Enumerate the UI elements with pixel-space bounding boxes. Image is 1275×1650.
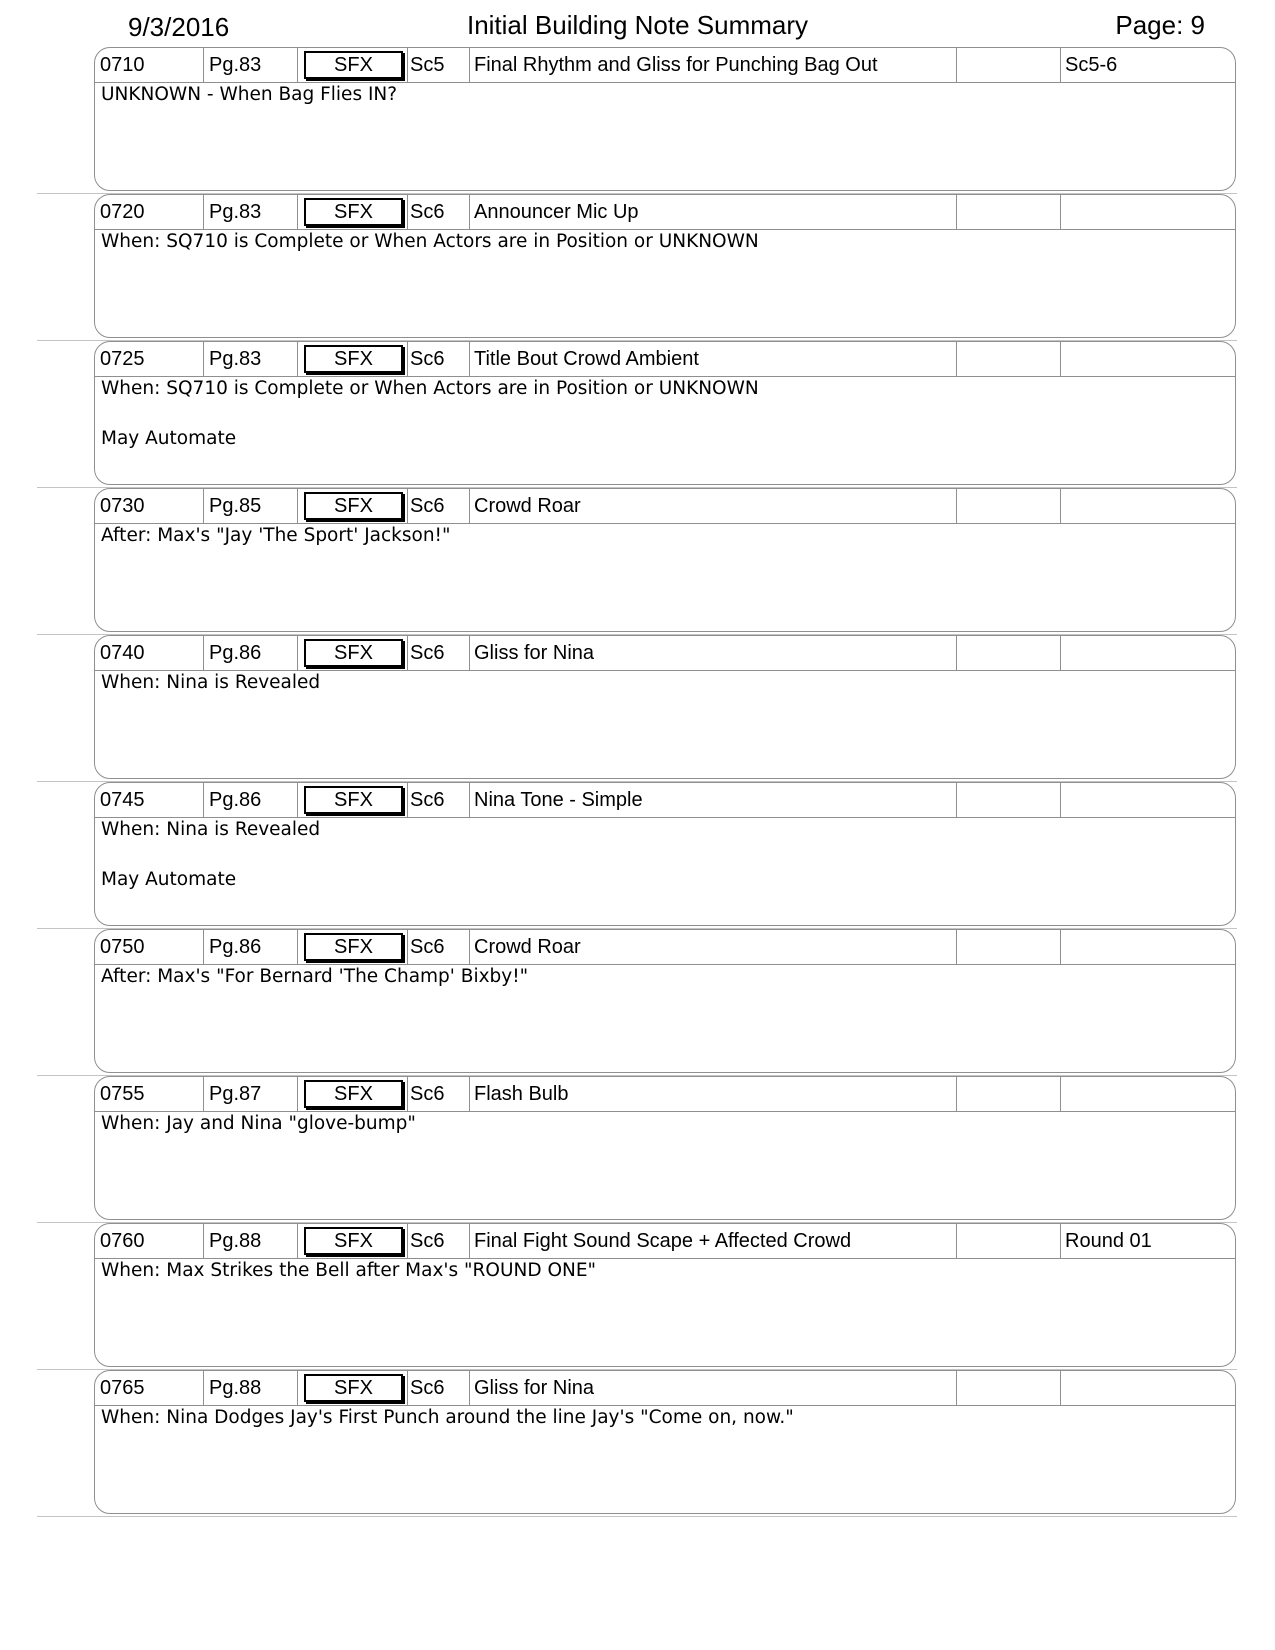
- cue-card: [94, 782, 1236, 926]
- cue-notes: When: SQ710 is Complete or When Actors are in Position or UNKNOWN: [101, 231, 759, 252]
- cue-card: [94, 194, 1236, 338]
- cue-header-row: [95, 489, 1235, 524]
- cue-card: [94, 47, 1236, 191]
- cue-number: 0750: [95, 930, 204, 964]
- cue-extra-field: [1061, 195, 1235, 229]
- cue-page: Pg.85: [204, 489, 298, 523]
- cue-scene: Sc6: [407, 195, 470, 229]
- cue-description: Final Fight Sound Scape + Affected Crowd: [470, 1224, 957, 1258]
- cue-scene: Sc6: [407, 1371, 470, 1405]
- report-date: 9/3/2016: [128, 12, 230, 42]
- cue-number: 0720: [95, 195, 204, 229]
- cue-header-row: [95, 1224, 1235, 1259]
- cue-card: [94, 635, 1236, 779]
- cue-blank-field: [957, 636, 1061, 670]
- cue-extra-field: [1061, 636, 1235, 670]
- row-divider: [37, 1516, 1237, 1517]
- report-title: Initial Building Note Summary: [466, 10, 809, 40]
- cue-card: [94, 341, 1236, 485]
- cue-notes: After: Max's "Jay 'The Sport' Jackson!": [101, 525, 451, 546]
- cue-description: Gliss for Nina: [470, 636, 957, 670]
- cue-description: Crowd Roar: [470, 489, 957, 523]
- cue-page: Pg.86: [204, 930, 298, 964]
- cue-extra-field: [1061, 930, 1235, 964]
- cue-scene: Sc6: [407, 783, 470, 817]
- cue-number: 0725: [95, 342, 204, 376]
- cue-number: 0745: [95, 783, 204, 817]
- cue-card: [94, 1223, 1236, 1367]
- cue-type-badge: SFX: [304, 492, 403, 520]
- cue-header-row: [95, 1371, 1235, 1406]
- cue-blank-field: [957, 195, 1061, 229]
- cue-page: Pg.83: [204, 195, 298, 229]
- cue-type-badge: SFX: [304, 51, 403, 79]
- cue-header-row: [95, 930, 1235, 965]
- cue-header-row: [95, 342, 1235, 377]
- cue-number: 0765: [95, 1371, 204, 1405]
- cue-extra-field: [1061, 1371, 1235, 1405]
- cue-header-row: [95, 1077, 1235, 1112]
- cue-card: [94, 1076, 1236, 1220]
- cue-blank-field: [957, 1224, 1061, 1258]
- cue-type-badge: SFX: [304, 639, 403, 667]
- cue-description: Announcer Mic Up: [470, 195, 957, 229]
- cue-number: 0730: [95, 489, 204, 523]
- cue-notes: UNKNOWN - When Bag Flies IN?: [101, 84, 398, 105]
- cue-header-row: [95, 783, 1235, 818]
- cue-type-badge: SFX: [304, 198, 403, 226]
- cue-page: Pg.86: [204, 636, 298, 670]
- cue-number: 0740: [95, 636, 204, 670]
- cue-description: Title Bout Crowd Ambient: [470, 342, 957, 376]
- cue-extra-field: [1061, 783, 1235, 817]
- cue-scene: Sc6: [407, 1224, 470, 1258]
- cue-extra-field: [1061, 489, 1235, 523]
- cue-notes: When: Nina is Revealed May Automate: [101, 819, 321, 890]
- cue-type-badge: SFX: [304, 1374, 403, 1402]
- cue-blank-field: [957, 1371, 1061, 1405]
- cue-description: Nina Tone - Simple: [470, 783, 957, 817]
- cue-blank-field: [957, 930, 1061, 964]
- cue-blank-field: [957, 342, 1061, 376]
- cue-description: Gliss for Nina: [470, 1371, 957, 1405]
- cue-extra-field: Sc5-6: [1065, 54, 1118, 76]
- cue-description: Final Rhythm and Gliss for Punching Bag Out: [470, 48, 957, 82]
- cue-scene: Sc6: [407, 342, 470, 376]
- cue-card: [94, 488, 1236, 632]
- cue-page: Pg.88: [204, 1224, 298, 1258]
- cue-type-badge: SFX: [304, 786, 403, 814]
- cue-card: [94, 1370, 1236, 1514]
- cue-page: Pg.83: [204, 48, 298, 82]
- cue-number: 0755: [95, 1077, 204, 1111]
- cue-type-badge: SFX: [304, 345, 403, 373]
- cue-type-badge: SFX: [304, 1227, 403, 1255]
- cue-description: Flash Bulb: [470, 1077, 957, 1111]
- cue-scene: Sc5: [407, 48, 470, 82]
- cue-page: Pg.83: [204, 342, 298, 376]
- page-header: [0, 8, 1275, 48]
- cue-blank-field: [957, 48, 1061, 82]
- cue-scene: Sc6: [407, 930, 470, 964]
- cue-type-badge: SFX: [304, 933, 403, 961]
- page-number: Page: 9: [1115, 10, 1205, 40]
- cue-extra-field: [1061, 1077, 1235, 1111]
- cue-notes: When: Nina Dodges Jay's First Punch around the line Jay's "Come on, now.": [101, 1407, 794, 1428]
- cue-number: 0760: [95, 1224, 204, 1258]
- cue-notes: After: Max's "For Bernard 'The Champ' Bixby!": [101, 966, 529, 987]
- cue-scene: Sc6: [407, 1077, 470, 1111]
- cue-notes: When: Nina is Revealed: [101, 672, 321, 693]
- cue-page: Pg.87: [204, 1077, 298, 1111]
- cue-page: Pg.86: [204, 783, 298, 817]
- cue-blank-field: [957, 489, 1061, 523]
- cue-card: [94, 929, 1236, 1073]
- cue-header-row: [95, 48, 1235, 83]
- cue-type-badge: SFX: [304, 1080, 403, 1108]
- cue-notes: When: SQ710 is Complete or When Actors are in Position or UNKNOWN May Automate: [101, 378, 759, 449]
- cue-scene: Sc6: [407, 489, 470, 523]
- cue-extra-field: Round 01: [1065, 1230, 1152, 1252]
- cue-number: 0710: [95, 48, 204, 82]
- cue-header-row: [95, 636, 1235, 671]
- cue-notes: When: Max Strikes the Bell after Max's "ROUND ONE": [101, 1260, 597, 1281]
- cue-notes: When: Jay and Nina "glove-bump": [101, 1113, 416, 1134]
- cue-scene: Sc6: [407, 636, 470, 670]
- cue-blank-field: [957, 1077, 1061, 1111]
- cue-blank-field: [957, 783, 1061, 817]
- cue-page: Pg.88: [204, 1371, 298, 1405]
- cue-extra-field: [1061, 342, 1235, 376]
- cue-header-row: [95, 195, 1235, 230]
- cue-description: Crowd Roar: [470, 930, 957, 964]
